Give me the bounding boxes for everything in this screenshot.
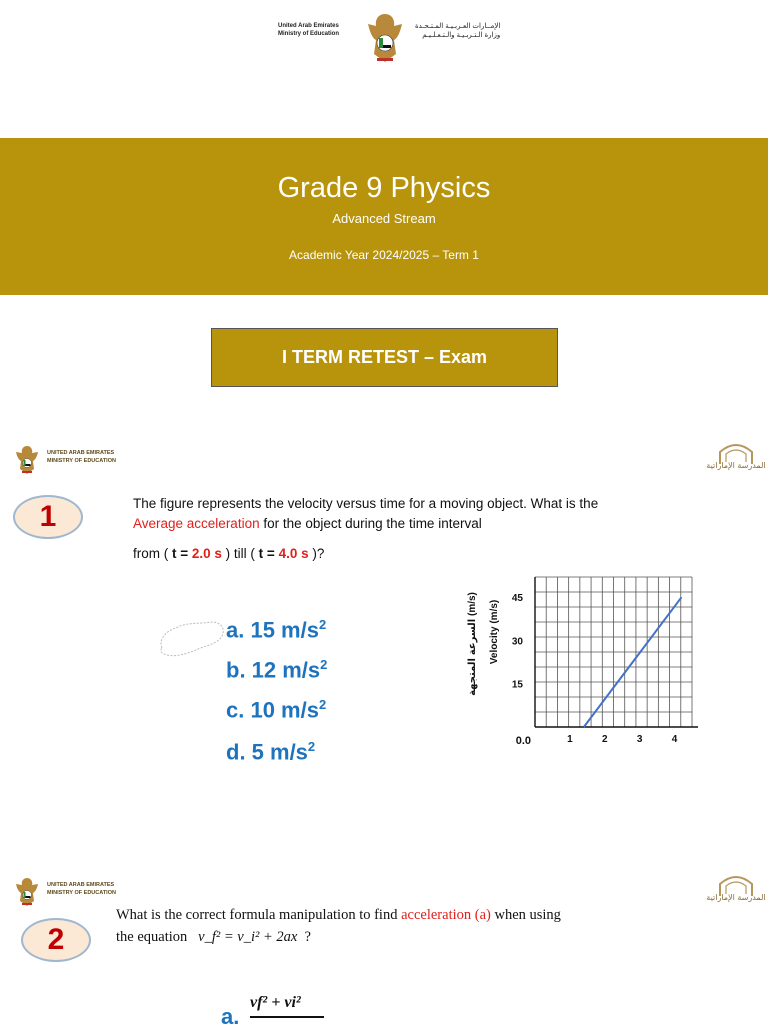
y-axis-label-ar: السرعة المتجهة (m/s) [467,592,478,696]
x-tick-label: 3 [636,734,643,745]
school-logo-text: المدرسة الإماراتية [706,893,766,902]
q2-line2-end: ? [304,929,311,945]
x-tick-label: 2 [601,734,608,745]
school-logo-icon [706,440,766,474]
school-logo-text: المدرسة الإماراتية [706,461,766,470]
moe-emblem-icon [14,444,40,476]
moe-label-line1: UNITED ARAB EMIRATES [47,882,115,888]
q1-t2: t = [258,546,279,561]
x-tick-label: 4 [671,734,678,745]
q1-line3 [133,544,733,564]
y-tick-label: 45 [511,593,523,605]
y-tick-label: 15 [511,679,523,691]
option-1d-text: d. 5 m/s [226,739,308,765]
q2-line1-b: when using [490,907,561,923]
q1-line1: The figure represents the velocity versus time for a moving object. What is the [133,496,599,511]
moe-label-line2: MINISTRY OF EDUCATION [47,458,116,464]
option-1c-exp: 2 [318,697,327,712]
option-1c[interactable] [226,697,326,723]
school-logo-icon [706,872,766,906]
q1-t1-value: 2.0 s [191,546,222,561]
option-2a-numerator: vf² + vi² [250,994,301,1011]
option-1b-text: b. 12 m/s [226,657,321,683]
q1-line3-b: ) till ( [221,546,259,561]
option-1a-text: a. 15 m/s [226,617,319,643]
q2-line2-text: the equation [116,929,188,945]
q2-highlight: acceleration (a) [401,907,491,923]
q1-line3-c: )? [308,546,325,561]
velocity-time-chart [455,572,705,782]
q2-line2 [116,927,736,947]
chart-ticks [512,593,678,747]
q1-line2-rest: for the object during the time interval [259,516,482,531]
question-1-text [133,494,733,564]
option-2a-label: a. [221,1004,240,1029]
question-number-1: 1 [13,495,83,539]
exam-label-box: I TERM RETEST – Exam [211,328,558,387]
option-1a-exp: 2 [318,617,327,632]
option-1d[interactable] [226,739,315,765]
moe-label-line1: UNITED ARAB EMIRATES [47,450,115,456]
moe-label-line2: MINISTRY OF EDUCATION [47,890,116,896]
moe-label-q2 [47,881,116,897]
moe-label-q1 [47,449,116,465]
q2-line1-a: What is the correct formula manipulation to find [116,907,402,923]
moe-emblem-icon [14,876,40,908]
option-1a[interactable] [226,617,326,643]
ministry-name-en [278,22,339,38]
q1-t1: t = [172,546,192,561]
q1-line2 [133,514,733,534]
ministry-dept-en: Ministry of Education [278,31,340,37]
option-1b[interactable] [226,657,327,683]
stream-subtitle: Advanced Stream [332,211,436,226]
option-1b-exp: 2 [320,657,328,672]
question-2-text [116,905,736,947]
y-tick-label: 30 [511,636,523,648]
question-number-2: 2 [21,918,91,962]
academic-year: Academic Year 2024/2025 – Term 1 [289,248,479,262]
handwritten-scribble [156,618,228,660]
page-title: Grade 9 Physics [277,172,491,204]
y-axis-label: Velocity (m/s) [489,599,500,665]
q1-t2-value: 4.0 s [278,546,309,561]
origin-label: 0.0 [515,735,531,747]
x-tick-label: 1 [567,734,573,745]
uae-emblem-icon [364,10,406,66]
title-banner [0,138,768,295]
option-1d-exp: 2 [307,739,316,754]
option-1c-text: c. 10 m/s [226,697,319,723]
chart-grid [535,577,692,727]
q1-line3-a: from ( [133,546,172,561]
velocity-line [584,597,682,727]
q2-line1 [116,905,736,925]
chart-series [584,597,682,727]
ministry-country-ar: الإمــارات العـربـيـة المـتـحـدة [415,23,501,30]
q1-highlight: Average acceleration [133,516,260,531]
ministry-name-ar [415,22,500,40]
ministry-dept-ar: وزارة الـتـربـيـة والـتـعـلـيـم [422,32,501,39]
ministry-country-en: United Arab Emirates [278,23,339,29]
q2-equation: v_f² = v_i² + 2ax [198,929,298,945]
fraction-bar [250,1016,324,1018]
